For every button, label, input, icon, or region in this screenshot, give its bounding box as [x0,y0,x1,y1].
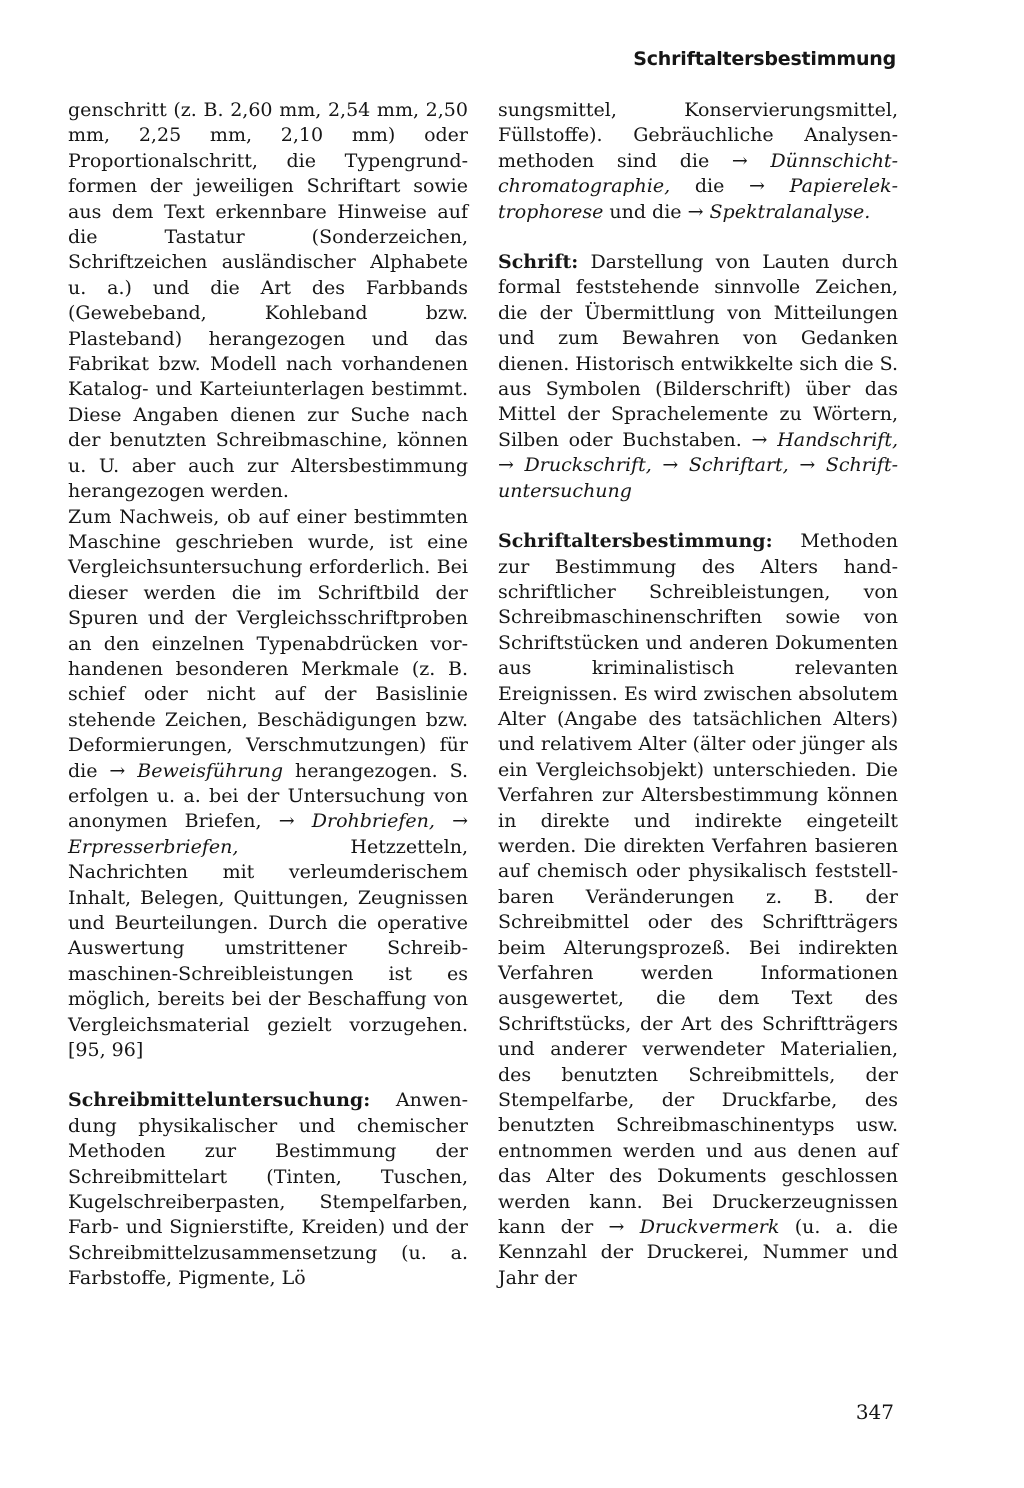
text-run: → [651,454,689,477]
cross-reference-druckvermerk[interactable]: Druckvermerk [639,1216,780,1239]
text-run: → [788,454,826,477]
cross-reference-schriftart[interactable]: Schriftart, [688,454,789,477]
text-run: die → [670,175,790,198]
text-run: Zum Nachweis, ob auf einer bestimmten Maschine geschrieben wurde, ist eine Vergleichsuntersuchung erforderlich. Bei dieser werden die im Schriftbild der Spuren und der Vergleichsschriftproben an den einzelnen Typenabdrücken vorhandenen besonderen Merkmale (z. B. schief oder nicht auf der Basislinie stehende Zeichen, Beschädigungen bzw. Deformierungen, Verschmutzungen) für die → [68,505,468,782]
left-column [68,98,468,1292]
right-column [498,98,898,1291]
page-number: 347 [855,1400,894,1424]
entry-schreibmitteluntersuchung [68,1088,468,1291]
cross-reference-papierelektrophorese[interactable]: Papierelektrophorese [498,175,898,223]
entry-term: Schreibmitteluntersuchung: [68,1089,371,1112]
entry-definition: Darstellung von Lauten durch formal feststehende sinnvolle Zeichen, die der Übermittlung von Mitteilungen und zum Bewahren von Gedanken dienen. Historisch entwikkelte sich die S. aus Symbolen (Bilderschrift) über das Mittel der Sprachelemente zu Wörtern, Silben oder Buchstaben. → [498,251,898,451]
text-run: → [498,454,525,477]
paragraph-comparison-examination [68,505,468,1064]
running-head: Schriftaltersbestimmung [633,48,896,70]
cross-reference-drohbriefen[interactable]: Drohbriefen, [311,810,435,833]
cross-reference-beweisfuehrung[interactable]: Beweisführung [137,759,284,782]
cross-reference-druckschrift[interactable]: Druckschrift, [524,454,652,477]
entry-term: Schrift: [498,251,579,274]
cross-reference-erpresserbriefen[interactable]: Erpresserbriefen, [68,835,239,858]
text-run: → [434,810,468,833]
text-run: (u. a. die Kennzahl der Druckerei, Nummer und Jahr der [498,1216,898,1289]
entry-schriftaltersbestimmung [498,529,898,1291]
entry-schrift [498,250,898,504]
entry-definition: Methoden zur Bestimmung des Alters handschriftlicher Schreibleistungen, von Schreibmaschinenschriften sowie von Schriftstücken und anderen Dokumenten aus kriminalistisch relevanten Ereignissen. Es wird zwischen absolutem Alter (Angabe des tatsächlichen Alters) und relativem Alter (älter oder jünger als ein Vergleichsobjekt) unterschieden. Die Verfahren zur Altersbestimmung können in direkte und indirekte eingeteilt werden. Die direkten Verfahren basieren auf chemisch oder physikalisch feststellbaren Veränderungen z. B. der Schreibmittel oder des Schriftträgers beim Alterungsprozeß. Bei indirekten Verfahren werden Informationen ausgewertet, die dem Text des Schriftstücks, der Art des Schriftträgers und anderer verwendeter Materialien, des benutzten Schreibmittels, der Stempelfarbe, der Druckfarbe, des benutzten Schreibmaschinentyps usw. entnommen werden und aus denen auf das Alter des Dokuments geschlossen werden kann. Bei Druckerzeugnissen kann der → [498,530,898,1239]
cross-reference-handschrift[interactable]: Handschrift, [777,428,898,451]
text-run: und die → [603,200,710,223]
paragraph-typewriter-continuation: genschritt (z. B. 2,60 mm, 2,54 mm, 2,50 mm, 2,25 mm, 2,10 mm) oder Proportionalschritt, die Typengrundformen der jeweiligen Schriftart sowie aus dem Text erkennbare Hinweise auf die Tastatur (Sonderzeichen, Schriftzeichen ausländischer Alphabete u. a.) und die Art des Farbbands (Gewebeband, Kohleband bzw. Plasteband) herangezogen und das Fabrikat bzw. Modell nach vorhandenen Katalog- und Karteiunterlagen bestimmt. Diese Angaben dienen zur Suche nach der benutzten Schreibmaschine, können u. U. aber auch zur Altersbestimmung herangezogen werden. [68,99,468,503]
paragraph-analysis-methods [498,98,898,225]
text-run: Hetzzetteln, Nachrichten mit verleumderischem Inhalt, Belegen, Quittungen, Zeugnissen und Beurteilungen. Durch die operative Auswertung umstrittener Schreibmaschinen-Schreibleistungen ist es möglich, bereits bei der Beschaffung von Vergleichsmaterial gezielt vorzugehen. [95, 96] [68,835,468,1062]
text-run: sungsmittel, Konservierungsmittel, Füllstoffe). Gebräuchliche Analysenmethoden sind die → [498,99,898,172]
cross-reference-schriftuntersuchung[interactable]: Schriftuntersuchung [498,454,899,502]
entry-definition: Anwendung physikalischer und chemischer Methoden zur Bestimmung der Schreibmittelart (Tinten, Tuschen, Kugelschreiberpasten, Stempelfarben, Farb- und Signierstifte, Kreiden) und der Schreibmittelzusammensetzung (u. a. Farbstoffe, Pigmente, Lö [68,1089,468,1290]
cross-reference-duennschichtchromatographie[interactable]: Dünnschichtchromatographie, [498,149,898,198]
cross-reference-spektralanalyse[interactable]: Spektralanalyse. [709,200,871,223]
entry-term: Schriftaltersbestimmung: [498,530,773,553]
text-run: herangezogen. S. erfolgen u. a. bei der Untersuchung von anonymen Briefen, → [68,759,468,833]
